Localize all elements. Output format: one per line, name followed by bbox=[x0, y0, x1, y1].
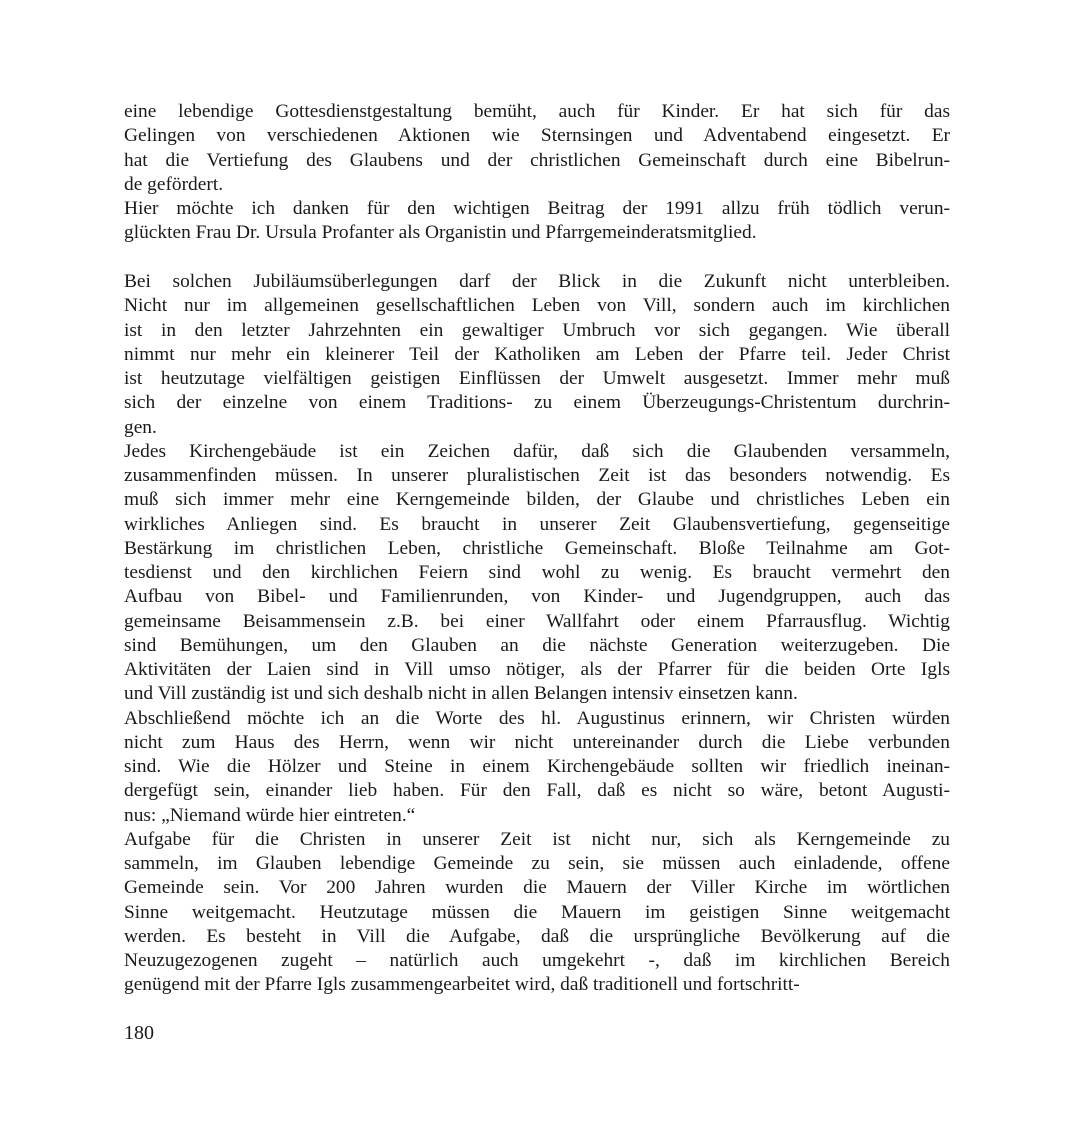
text-line: zusammenfinden müssen. In unserer pluralistischen Zeit ist das besonders notwendig. Es bbox=[124, 465, 950, 486]
text-line: Abschließend möchte ich an die Worte des hl. Augustinus erinnern, wir Christen würden bbox=[124, 707, 950, 729]
text-line: tesdienst und den kirchlichen Feiern sind wohl zu wenig. Es braucht vermehrt den bbox=[124, 562, 950, 583]
text-line: Aufgabe für die Christen in unserer Zeit ist nicht nur, sich als Kerngemeinde zu bbox=[124, 828, 950, 850]
paragraph bbox=[124, 707, 950, 828]
text-line: und Vill zuständig ist und sich deshalb nicht in allen Belangen intensiv einsetzen kann. bbox=[124, 683, 798, 705]
text-line: sind. Wie die Hölzer und Steine in einem Kirchengebäude sollten wir friedlich ineinan- bbox=[124, 756, 950, 777]
text-line: sammeln, im Glauben lebendige Gemeinde zu sein, sie müssen auch einladende, offene bbox=[124, 853, 950, 874]
text-line: sind Bemühungen, um den Glauben an die nächste Generation weiterzugeben. Die bbox=[124, 634, 950, 656]
paragraph bbox=[124, 440, 950, 707]
text-line: wirkliches Anliegen sind. Es braucht in unserer Zeit Glaubensvertiefung, gegenseitige bbox=[124, 513, 950, 535]
text-block-bottom bbox=[124, 270, 950, 998]
text-line: Bei solchen Jubiläumsüberlegungen darf der Blick in die Zukunft nicht unterbleiben. bbox=[124, 271, 950, 292]
paragraph bbox=[124, 197, 950, 246]
text-line: genügend mit der Pfarre Igls zusammengearbeitet wird, daß traditionell und fortschritt- bbox=[124, 974, 800, 996]
text-line: ist heutzutage vielfältigen geistigen Einflüssen der Umwelt ausgesetzt. Immer mehr muß bbox=[124, 368, 950, 389]
text-line: nicht zum Haus des Herrn, wenn wir nicht untereinander durch die Liebe verbunden bbox=[124, 731, 950, 753]
text-line: Hier möchte ich danken für den wichtigen Beitrag der 1991 allzu früh tödlich verun- bbox=[124, 198, 950, 219]
paragraph bbox=[124, 100, 950, 197]
text-line: Aufbau von Bibel- und Familienrunden, von Kinder- und Jugendgruppen, auch das bbox=[124, 586, 950, 608]
paragraph bbox=[124, 828, 950, 998]
text-line: Jedes Kirchengebäude ist ein Zeichen dafür, daß sich die Glaubenden versammeln, bbox=[124, 440, 950, 462]
text-line: nus: „Niemand würde hier eintreten.“ bbox=[124, 804, 416, 826]
text-line: Nicht nur im allgemeinen gesellschaftlichen Leben von Vill, sondern auch im kirchlichen bbox=[124, 295, 950, 317]
text-line: Sinne weitgemacht. Heutzutage müssen die Mauern im geistigen Sinne weitgemacht bbox=[124, 901, 950, 923]
text-line: eine lebendige Gottesdienstgestaltung bemüht, auch für Kinder. Er hat sich für das bbox=[124, 101, 950, 122]
text-line: gen. bbox=[124, 416, 157, 438]
text-line: glückten Frau Dr. Ursula Profanter als Organistin und Pfarrgemeinderatsmitglied. bbox=[124, 222, 757, 244]
text-line: sich der einzelne von einem Traditions- zu einem Überzeugungs-Christentum durchrin- bbox=[124, 392, 950, 414]
text-line: ist in den letzter Jahrzehnten ein gewaltiger Umbruch vor sich gegangen. Wie überall bbox=[124, 319, 950, 341]
text-line: werden. Es besteht in Vill die Aufgabe, daß die ursprüngliche Bevölkerung auf die bbox=[124, 925, 950, 947]
text-line: de gefördert. bbox=[124, 173, 224, 195]
text-line: dergefügt sein, einander lieb haben. Für den Fall, daß es nicht so wäre, betont Augusti- bbox=[124, 780, 950, 802]
paragraph bbox=[124, 270, 950, 440]
text-line: gemeinsame Beisammensein z.B. bei einer Wallfahrt oder einem Pfarrausflug. Wichtig bbox=[124, 610, 950, 632]
text-block-top bbox=[124, 100, 950, 246]
text-line: Gelingen von verschiedenen Aktionen wie Sternsingen und Adventabend eingesetzt. Er bbox=[124, 125, 950, 147]
text-line: Neuzugezogenen zugeht – natürlich auch umgekehrt -, daß im kirchlichen Bereich bbox=[124, 950, 950, 971]
page-number: 180 bbox=[124, 1022, 154, 1044]
text-line: muß sich immer mehr eine Kerngemeinde bilden, der Glaube und christliches Leben ein bbox=[124, 489, 950, 511]
text-line: hat die Vertiefung des Glaubens und der christlichen Gemeinschaft durch eine Bibelrun- bbox=[124, 149, 950, 171]
text-line: Gemeinde sein. Vor 200 Jahren wurden die Mauern der Viller Kirche im wörtlichen bbox=[124, 877, 950, 899]
text-line: Bestärkung im christlichen Leben, christliche Gemeinschaft. Bloße Teilnahme am Got- bbox=[124, 537, 950, 559]
text-line: nimmt nur mehr ein kleinerer Teil der Katholiken am Leben der Pfarre teil. Jeder Christ bbox=[124, 343, 950, 365]
text-line: Aktivitäten der Laien sind in Vill umso nötiger, als der Pfarrer für die beiden Orte Igls bbox=[124, 659, 950, 680]
